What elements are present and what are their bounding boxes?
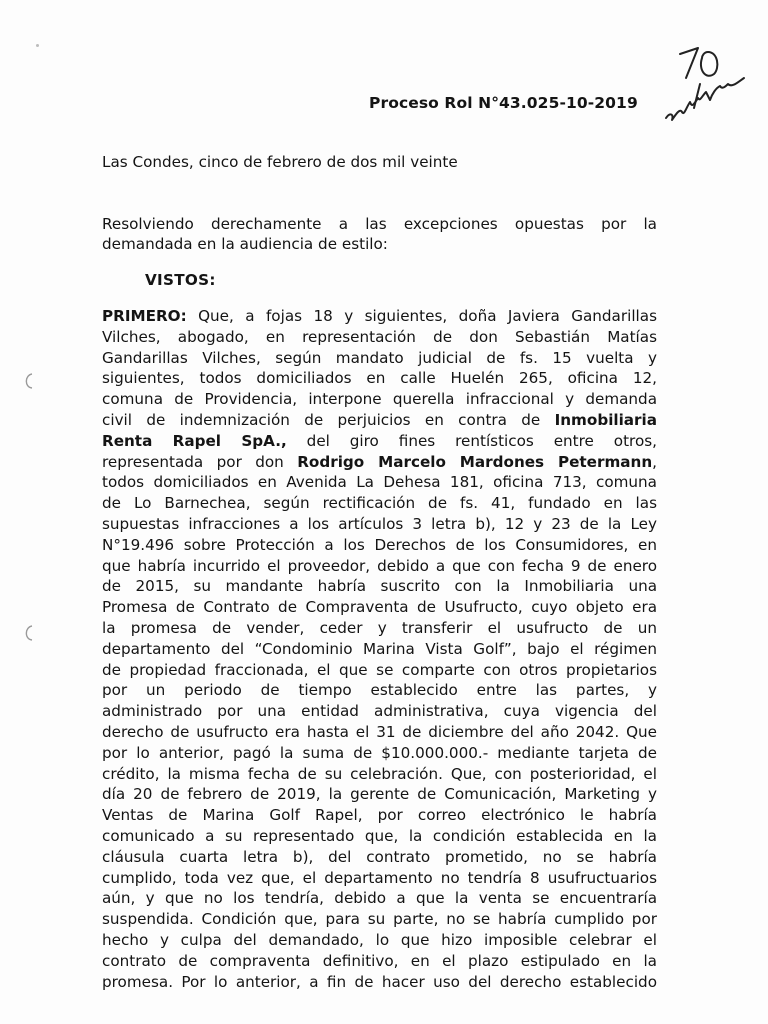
paragraph-line	[102, 306, 657, 327]
text-run: del giro fines rentísticos entre otros,	[286, 431, 657, 450]
paragraph-line	[102, 576, 657, 597]
paragraph-line	[102, 660, 657, 681]
bold-text-run: Rodrigo Marcelo Mardones Petermann	[297, 452, 653, 471]
text-run: todos domiciliados en Avenida La Dehesa 181, oficina 713, comuna	[102, 473, 657, 492]
text-run: administrado por una entidad administrativa, cuya vigencia del	[102, 702, 657, 721]
paragraph-line	[102, 368, 657, 389]
paragraph-line	[102, 327, 657, 348]
paragraph-line	[102, 847, 657, 868]
text-run: de 2015, su mandante habría suscrito con la Inmobiliaria una	[102, 577, 657, 596]
paragraph-line	[102, 743, 657, 764]
bold-text-run: Inmobiliaria	[554, 410, 657, 429]
text-run: Promesa de Contrato de Compraventa de Usufructo, cuyo objeto era	[102, 598, 657, 617]
scan-speck	[36, 44, 39, 47]
text-run: suspendida. Condición que, para su parte, no se habría cumplido por	[102, 910, 657, 929]
handwritten-folio-mark	[660, 38, 760, 128]
paragraph-line	[102, 930, 657, 951]
text-run: supuestas infracciones a los artículos 3 letra b), 12 y 23 de la Ley	[102, 514, 657, 533]
text-run: crédito, la misma fecha de su celebración. Que, con posterioridad, el	[102, 764, 657, 783]
paragraph-line	[102, 410, 657, 431]
text-run: aún, y que no los tendría, debido a que la venta se encuentraría	[102, 889, 657, 908]
text-run: comuna de Providencia, interpone querella infraccional y demanda	[102, 390, 657, 409]
primero-paragraph	[102, 306, 657, 992]
paragraph-line	[102, 951, 657, 972]
text-run: la promesa de vender, ceder y transferir el usufructo de un	[102, 618, 657, 637]
text-run: departamento del “Condominio Marina Vista Golf”, bajo el régimen	[102, 639, 657, 658]
text-run: civil de indemnización de perjuicios en contra de	[102, 410, 555, 429]
text-run: por lo anterior, pagó la suma de $10.000.000.- mediante tarjeta de	[102, 743, 657, 762]
punch-hole-mark	[22, 624, 34, 642]
paragraph-line	[102, 514, 657, 535]
text-run: día 20 de febrero de 2019, la gerente de Comunicación, Marketing y	[102, 785, 657, 804]
paragraph-line	[102, 452, 657, 473]
paragraph-line	[102, 868, 657, 889]
paragraph-line	[102, 888, 657, 909]
paragraph-line	[102, 701, 657, 722]
text-run: comunicado a su representado que, la condición establecida en la	[102, 826, 657, 845]
text-run: de Lo Barnechea, según rectificación de fs. 41, fundado en las	[102, 494, 657, 513]
paragraph-line	[102, 764, 657, 785]
paragraph-line	[102, 493, 657, 514]
text-run: N°19.496 sobre Protección a los Derechos de los Consumidores, en	[102, 535, 657, 554]
resolution-intro-line: Resolviendo derechamente a las excepciones opuestas por la	[102, 215, 657, 233]
paragraph-line	[102, 389, 657, 410]
text-run: Vilches, abogado, en representación de don Sebastián Matías	[102, 327, 657, 346]
paragraph-line	[102, 556, 657, 577]
bold-text-run: Renta Rapel SpA.,	[102, 431, 287, 450]
paragraph-line	[102, 972, 657, 993]
text-run: siguientes, todos domiciliados en calle Huelén 265, oficina 12,	[102, 369, 657, 388]
punch-hole-mark	[22, 372, 34, 390]
paragraph-line	[102, 680, 657, 701]
text-run: por un periodo de tiempo establecido entre las partes, y	[102, 681, 657, 700]
paragraph-line	[102, 431, 657, 452]
paragraph-line	[102, 784, 657, 805]
text-run: de propiedad fraccionada, el que se comparte con otros propietarios	[102, 660, 657, 679]
vistos-heading: VISTOS:	[145, 271, 216, 289]
paragraph-line	[102, 909, 657, 930]
date-line: Las Condes, cinco de febrero de dos mil veinte	[102, 153, 458, 171]
case-number: Proceso Rol N°43.025-10-2019	[369, 94, 638, 112]
text-run: derecho de usufructo era hasta el 31 de diciembre del año 2042. Que	[102, 722, 657, 741]
primero-label: PRIMERO:	[102, 307, 187, 325]
text-run: hecho y culpa del demandado, lo que hizo imposible celebrar el	[102, 930, 657, 949]
text-run: Gandarillas Vilches, según mandato judicial de fs. 15 vuelta y	[102, 348, 657, 367]
text-run: Que, a fojas 18 y siguientes, doña Javiera Gandarillas	[186, 307, 657, 325]
paragraph-line	[102, 722, 657, 743]
paragraph-line	[102, 597, 657, 618]
paragraph-line	[102, 472, 657, 493]
paragraph-line	[102, 826, 657, 847]
paragraph-line	[102, 535, 657, 556]
text-run: contrato de compraventa definitivo, en el plazo estipulado en la	[102, 951, 657, 970]
text-run: representada por don	[102, 452, 298, 471]
text-run: cláusula cuarta letra b), del contrato prometido, no se habría	[102, 847, 657, 866]
paragraph-line	[102, 639, 657, 660]
paragraph-line	[102, 618, 657, 639]
text-run: Ventas de Marina Golf Rapel, por correo electrónico le habría	[102, 806, 657, 825]
paragraph-line	[102, 805, 657, 826]
text-run: cumplido, toda vez que, el departamento no tendría 8 usufructuarios	[102, 868, 657, 887]
text-run: que habría incurrido el proveedor, debido a que con fecha 9 de enero	[102, 556, 657, 575]
text-run: ,	[652, 452, 657, 471]
resolution-intro-line: demandada en la audiencia de estilo:	[102, 235, 388, 253]
paragraph-line	[102, 348, 657, 369]
text-run: promesa. Por lo anterior, a fin de hacer uso del derecho establecido	[102, 972, 657, 991]
